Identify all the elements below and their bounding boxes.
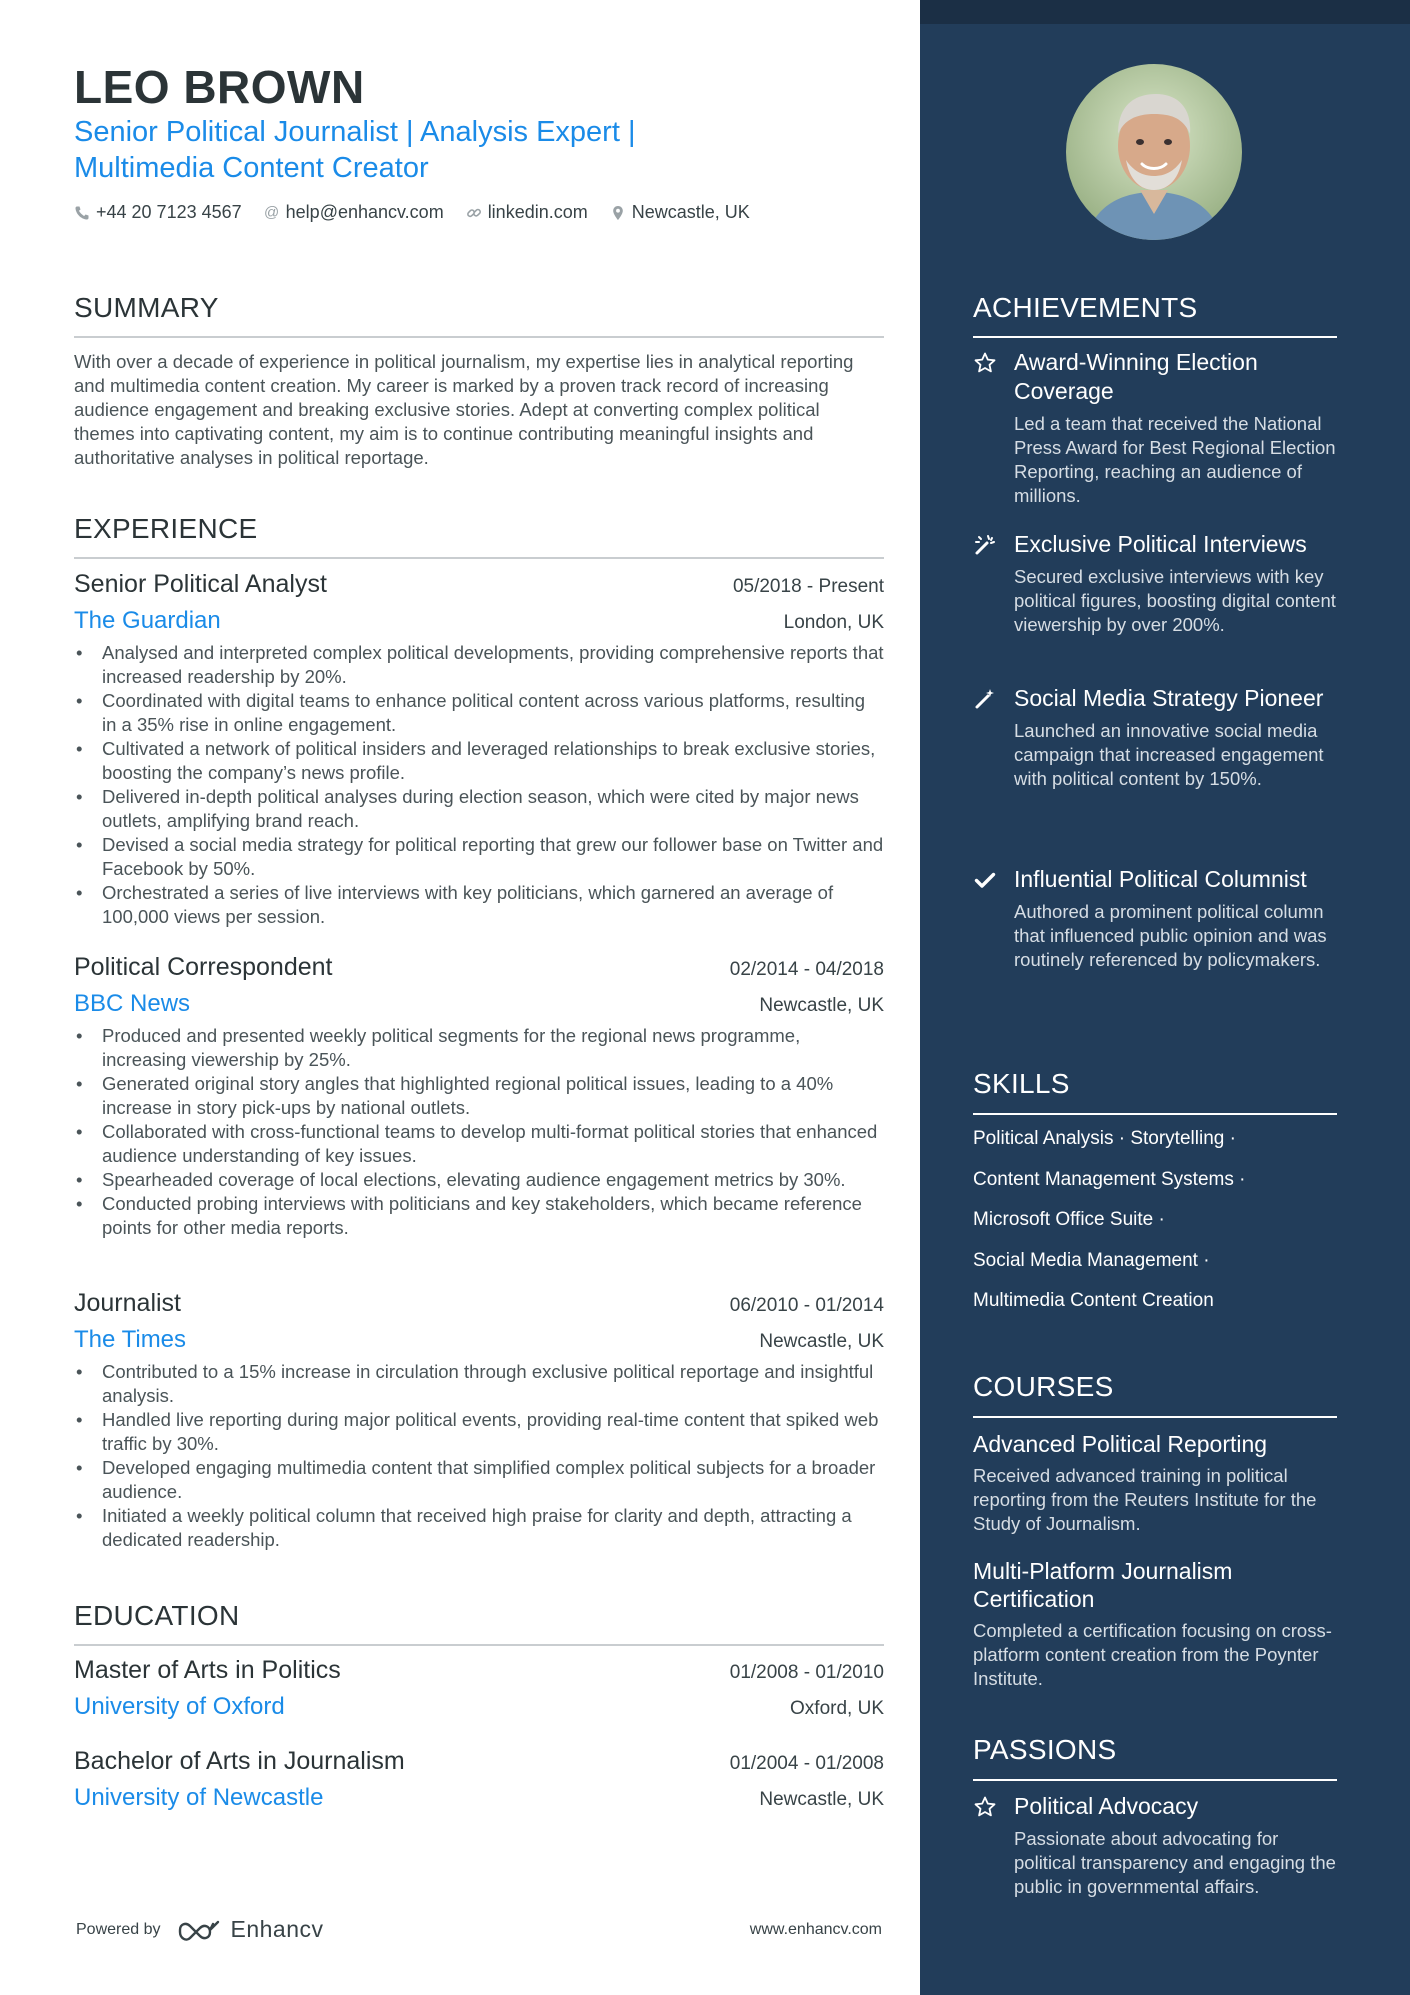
achievement-item [973, 865, 1337, 972]
skill-line: Content Management Systems · [973, 1169, 1246, 1190]
course-desc: Received advanced training in political reporting from the Reuters Institute for the Study of Journalism. [973, 1465, 1317, 1534]
achievements-divider [973, 336, 1337, 338]
candidate-name: LEO BROWN [74, 61, 365, 113]
job-bullet: • Produced and presented weekly political segments for the regional news programme, increasing viewership by 25%. [74, 1024, 884, 1072]
at-icon: @ [264, 203, 280, 221]
job-bullet: • Spearheaded coverage of local elections, elevating audience engagement metrics by 30%. [74, 1168, 884, 1192]
contact-phone[interactable] [74, 202, 242, 223]
experience-divider [74, 557, 884, 559]
job-date: 06/2010 - 01/2014 [729, 1295, 884, 1316]
footer [76, 1916, 882, 1943]
job-location: Newcastle, UK [759, 995, 884, 1016]
enhancv-logo-icon [177, 1918, 223, 1942]
job-location: Newcastle, UK [759, 1331, 884, 1352]
achievement-title: Influential Political Columnist [1014, 866, 1307, 892]
location-text: Newcastle, UK [631, 202, 750, 222]
star-icon [973, 351, 997, 375]
degree-title: Bachelor of Arts in Journalism [74, 1747, 405, 1775]
job-bullet: • Cultivated a network of political insiders and leveraged relationships to break exclusive stories, boosting the company’s news profile. [74, 737, 884, 785]
brand-name: Enhancv [230, 1916, 324, 1942]
school-location: Newcastle, UK [759, 1789, 884, 1810]
job-bullet: • Handled live reporting during major political events, providing real-time content that spiked web traffic by 30%. [74, 1408, 884, 1456]
job-title: Senior Political Analyst [74, 570, 327, 598]
link-icon [466, 205, 482, 221]
profile-photo [1066, 64, 1242, 240]
school-location: Oxford, UK [790, 1698, 884, 1719]
achievements-heading: ACHIEVEMENTS [973, 292, 1198, 323]
job-bullet: • Coordinated with digital teams to enhance political content across various platforms, resulting in a 35% rise in online engagement. [74, 689, 884, 737]
passion-item [973, 1792, 1337, 1899]
job-location: London, UK [783, 612, 884, 633]
course-item [973, 1430, 1337, 1536]
email-text: help@enhancv.com [285, 202, 444, 222]
job-bullet: • Analysed and interpreted complex political developments, providing comprehensive reports that increased readership by 20%. [74, 641, 884, 689]
job-bullet: • Contributed to a 15% increase in circulation through exclusive political reportage and insightful analysis. [74, 1360, 884, 1408]
linkedin-text: linkedin.com [487, 202, 588, 222]
website-link[interactable]: www.enhancv.com [749, 1920, 882, 1938]
star-icon [973, 1795, 997, 1819]
skills-heading: SKILLS [973, 1068, 1070, 1099]
achievement-item [973, 684, 1337, 791]
passions-divider [973, 1779, 1337, 1781]
job-bullet: • Devised a social media strategy for political reporting that grew our follower base on Twitter and Facebook by 50%. [74, 833, 884, 881]
job-bullets [74, 1024, 884, 1240]
job-bullet: • Collaborated with cross-functional teams to develop multi-format political stories that enhanced audience understanding of key issues. [74, 1120, 884, 1168]
achievement-desc: Launched an innovative social media campaign that increased engagement with political content by 150%. [1014, 720, 1324, 789]
summary-divider [74, 336, 884, 338]
location-pin-icon [610, 205, 626, 221]
job-company: The Guardian [74, 607, 221, 634]
school-name: University of Newcastle [74, 1784, 324, 1811]
education-divider [74, 1644, 884, 1646]
achievement-title: Award-Winning Election Coverage [1014, 349, 1258, 404]
job-title: Political Correspondent [74, 953, 333, 981]
job-bullet: • Delivered in-depth political analyses during election season, which were cited by major news outlets, amplifying brand reach. [74, 785, 884, 833]
job-bullet: • Initiated a weekly political column that received high praise for clarity and depth, attracting a dedicated readership. [74, 1504, 884, 1552]
job-entry [74, 570, 884, 929]
job-bullet: • Generated original story angles that highlighted regional political issues, leading to a 40% increase in story pick-ups by national outlets. [74, 1072, 884, 1120]
job-bullet: • Orchestrated a series of live interviews with key politicians, which garnered an average of 100,000 views per session. [74, 881, 884, 929]
job-bullet: • Developed engaging multimedia content that simplified complex political subjects for a broader audience. [74, 1456, 884, 1504]
job-entry [74, 1289, 884, 1552]
sidebar-top-bar [920, 0, 1410, 24]
job-bullets [74, 641, 884, 929]
course-item [973, 1557, 1337, 1691]
job-bullet: • Conducted probing interviews with politicians and key stakeholders, which became reference points for other media reports. [74, 1192, 884, 1240]
experience-heading: EXPERIENCE [74, 513, 258, 544]
brand-logo[interactable] [177, 1916, 324, 1943]
school-name: University of Oxford [74, 1693, 285, 1720]
skill-line: Political Analysis · Storytelling · [973, 1128, 1236, 1149]
powered-by-label: Powered by [76, 1920, 161, 1938]
degree-title: Master of Arts in Politics [74, 1656, 341, 1684]
contact-location [610, 202, 750, 223]
achievement-title: Exclusive Political Interviews [1014, 531, 1307, 557]
contact-row [74, 202, 750, 223]
education-entry [74, 1656, 884, 1721]
contact-email[interactable] [264, 202, 444, 223]
achievement-item [973, 348, 1337, 508]
job-date: 02/2014 - 04/2018 [729, 959, 884, 980]
courses-heading: COURSES [973, 1371, 1114, 1402]
job-title: Journalist [74, 1289, 181, 1317]
phone-icon [74, 205, 90, 221]
course-title: Multi-Platform Journalism Certification [973, 1558, 1233, 1612]
magic-wand-icon [973, 687, 997, 711]
education-date: 01/2004 - 01/2008 [729, 1753, 884, 1774]
skills-divider [973, 1113, 1337, 1115]
passion-title: Political Advocacy [1014, 1793, 1199, 1819]
passions-heading: PASSIONS [973, 1734, 1117, 1765]
course-title: Advanced Political Reporting [973, 1431, 1268, 1457]
skill-line: Microsoft Office Suite · [973, 1209, 1165, 1230]
skill-line: Multimedia Content Creation [973, 1290, 1214, 1311]
job-company: BBC News [74, 990, 191, 1017]
education-entry [74, 1747, 884, 1812]
education-date: 01/2008 - 01/2010 [729, 1662, 884, 1683]
contact-linkedin[interactable] [466, 202, 588, 223]
education-heading: EDUCATION [74, 1600, 240, 1631]
achievement-desc: Secured exclusive interviews with key political figures, boosting digital content viewership by over 200%. [1014, 566, 1336, 635]
achievement-desc: Led a team that received the National Press Award for Best Regional Election Reporting, reaching an audience of millions. [1014, 413, 1336, 506]
wand-icon [973, 533, 997, 557]
summary-heading: SUMMARY [74, 292, 219, 323]
passion-desc: Passionate about advocating for political transparency and engaging the public in governmental affairs. [1014, 1828, 1336, 1897]
job-bullets [74, 1360, 884, 1552]
job-company: The Times [74, 1326, 187, 1353]
course-desc: Completed a certification focusing on cross-platform content creation from the Poynter Institute. [973, 1620, 1332, 1689]
summary-text: With over a decade of experience in political journalism, my expertise lies in analytical reporting and multimedia content creation. My career is marked by a proven track record of increasing audience engagement and breaking exclusive stories. Adept at converting complex political themes into captivating content, my aim is to continue contributing meaningful insights and authoritative analyses in political reportage. [74, 351, 854, 468]
phone-text: +44 20 7123 4567 [96, 202, 242, 222]
achievement-desc: Authored a prominent political column that influenced public opinion and was routinely referenced by policymakers. [1014, 901, 1327, 970]
job-date: 05/2018 - Present [732, 576, 884, 597]
skill-line: Social Media Management · [973, 1250, 1210, 1271]
candidate-title: Senior Political Journalist | Analysis Expert | Multimedia Content Creator [74, 116, 636, 184]
courses-divider [973, 1416, 1337, 1418]
achievement-title: Social Media Strategy Pioneer [1014, 685, 1324, 711]
job-entry [74, 953, 884, 1240]
powered-by [76, 1916, 324, 1943]
achievement-item [973, 530, 1337, 637]
checkmark-icon [973, 868, 997, 892]
